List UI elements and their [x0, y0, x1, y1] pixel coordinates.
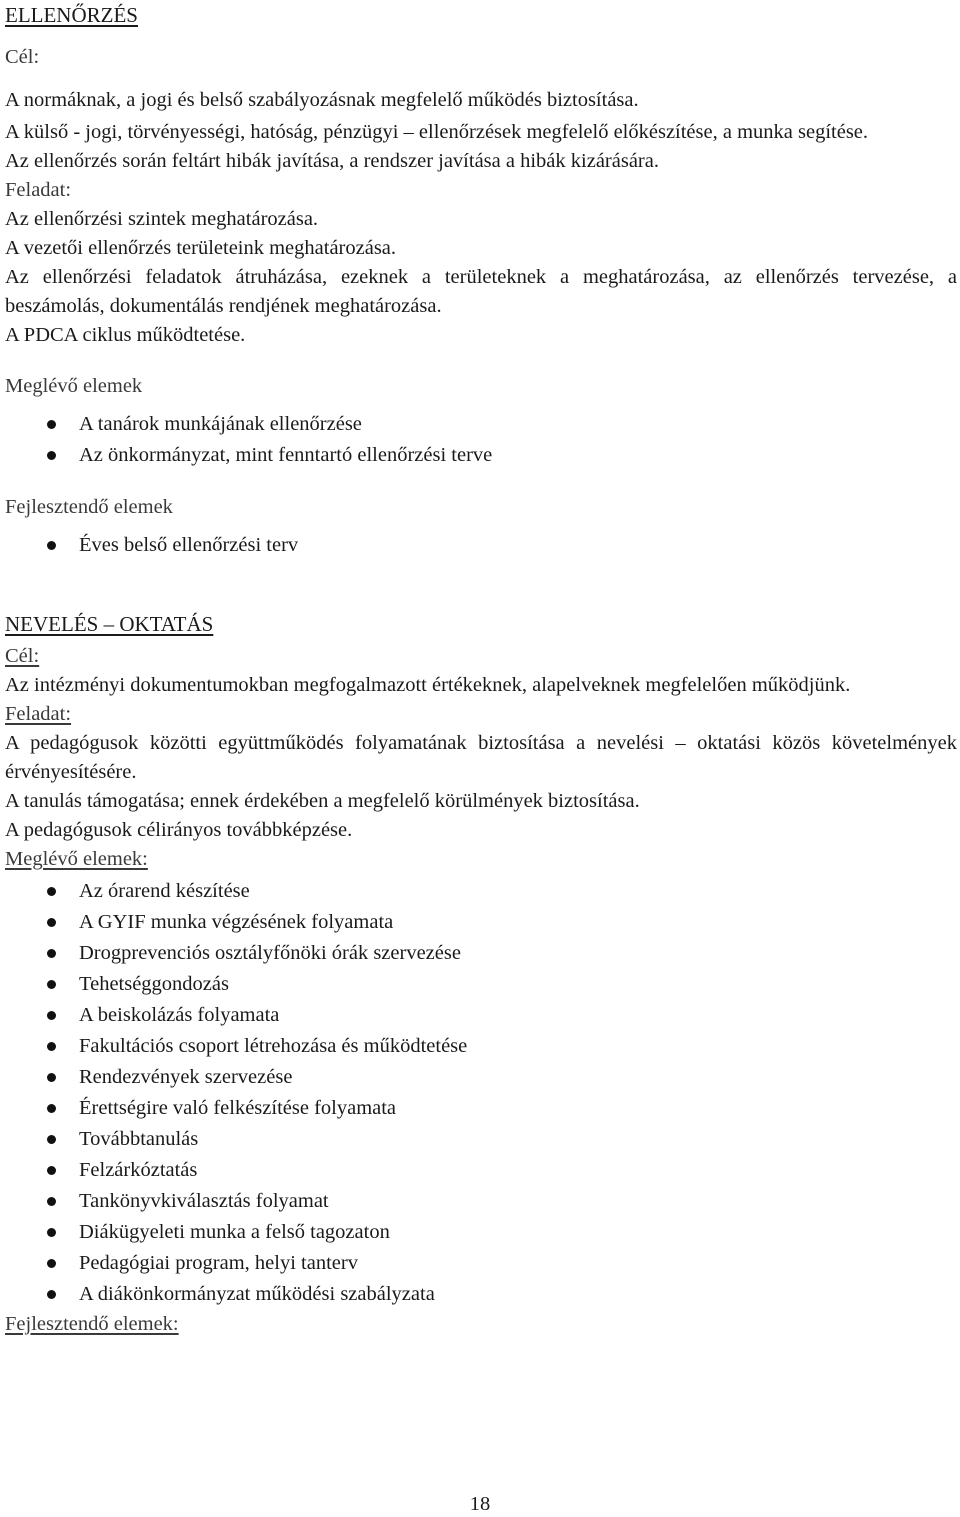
neveles-cel-text: Az intézményi dokumentumokban megfogalmazott értékeknek, alapelveknek megfelelően működjünk. [5, 674, 851, 696]
page-number: 18 [469, 1493, 491, 1515]
list-item: A GYIF munka végzésének folyamata [5, 907, 957, 938]
ellenorzes-feladat-item: Az ellenőrzési feladatok átruházása, ezeknek a területeknek a meghatározása, az ellenőrzés tervezése, a beszámolás, dokumentálás rendjének meghatározása. [5, 266, 957, 317]
neveles-feladat-item: A pedagógusok közötti együttműködés folyamatának biztosítása a nevelési – oktatási közös követelmények érvényesítésére. [5, 732, 957, 783]
document-page [5, 0, 957, 1339]
list-item: Rendezvények szervezése [5, 1062, 957, 1093]
neveles-meglevo-label: Meglévő elemek: [5, 848, 148, 870]
list-item: Drogprevenciós osztályfőnöki órák szervezése [5, 938, 957, 969]
ellenorzes-feladat-item: A PDCA ciklus működtetése. [5, 324, 246, 346]
ellenorzes-fejlesztendo-list [5, 530, 957, 561]
list-item: Éves belső ellenőrzési terv [5, 530, 957, 561]
neveles-meglevo-list [5, 876, 957, 1310]
neveles-feladat-item: A tanulás támogatása; ennek érdekében a megfelelő körülmények biztosítása. [5, 790, 640, 812]
neveles-feladat-label: Feladat: [5, 703, 72, 725]
list-item: Felzárkóztatás [5, 1155, 957, 1186]
neveles-heading: NEVELÉS – OKTATÁS [5, 612, 214, 636]
list-item: Az órarend készítése [5, 876, 957, 907]
ellenorzes-meglevo-list [5, 409, 957, 471]
list-item: Pedagógiai program, helyi tanterv [5, 1248, 957, 1279]
neveles-cel-label: Cél: [5, 645, 40, 667]
list-item: A tanárok munkájának ellenőrzése [5, 409, 957, 440]
ellenorzes-feladat-item: Az ellenőrzési szintek meghatározása. [5, 208, 319, 230]
ellenorzes-cel-item: A külső - jogi, törvényességi, hatóság, pénzügyi – ellenőrzések megfelelő előkészítése, a munka segítése. [5, 121, 869, 143]
ellenorzes-fejlesztendo-label: Fejlesztendő elemek [5, 496, 173, 518]
neveles-section [5, 610, 957, 1339]
list-item: Fakultációs csoport létrehozása és működtetése [5, 1031, 957, 1062]
ellenorzes-meglevo-label: Meglévő elemek [5, 375, 143, 397]
ellenorzes-cel-item: A normáknak, a jogi és belső szabályozásnak megfelelő működés biztosítása. [5, 89, 639, 111]
list-item: A beiskolázás folyamata [5, 1000, 957, 1031]
ellenorzes-feladat-item: A vezetői ellenőrzés területeink meghatározása. [5, 237, 397, 259]
list-item: A diákönkormányzat működési szabályzata [5, 1279, 957, 1310]
list-item: Diákügyeleti munka a felső tagozaton [5, 1217, 957, 1248]
ellenorzes-cel-item: Az ellenőrzés során feltárt hibák javítása, a rendszer javítása a hibák kizárására. [5, 150, 659, 172]
list-item: Tankönyvkiválasztás folyamat [5, 1186, 957, 1217]
list-item: Továbbtanulás [5, 1124, 957, 1155]
ellenorzes-feladat-label: Feladat: [5, 179, 72, 201]
ellenorzes-section [5, 0, 957, 561]
ellenorzes-heading: ELLENŐRZÉS [5, 3, 138, 27]
list-item: Érettségire való felkészítése folyamata [5, 1093, 957, 1124]
neveles-feladat-item: A pedagógusok célirányos továbbképzése. [5, 819, 353, 841]
list-item: Tehetséggondozás [5, 969, 957, 1000]
list-item: Az önkormányzat, mint fenntartó ellenőrzési terve [5, 440, 957, 471]
neveles-fejlesztendo-label: Fejlesztendő elemek: [5, 1313, 179, 1335]
ellenorzes-cel-label: Cél: [5, 46, 40, 68]
